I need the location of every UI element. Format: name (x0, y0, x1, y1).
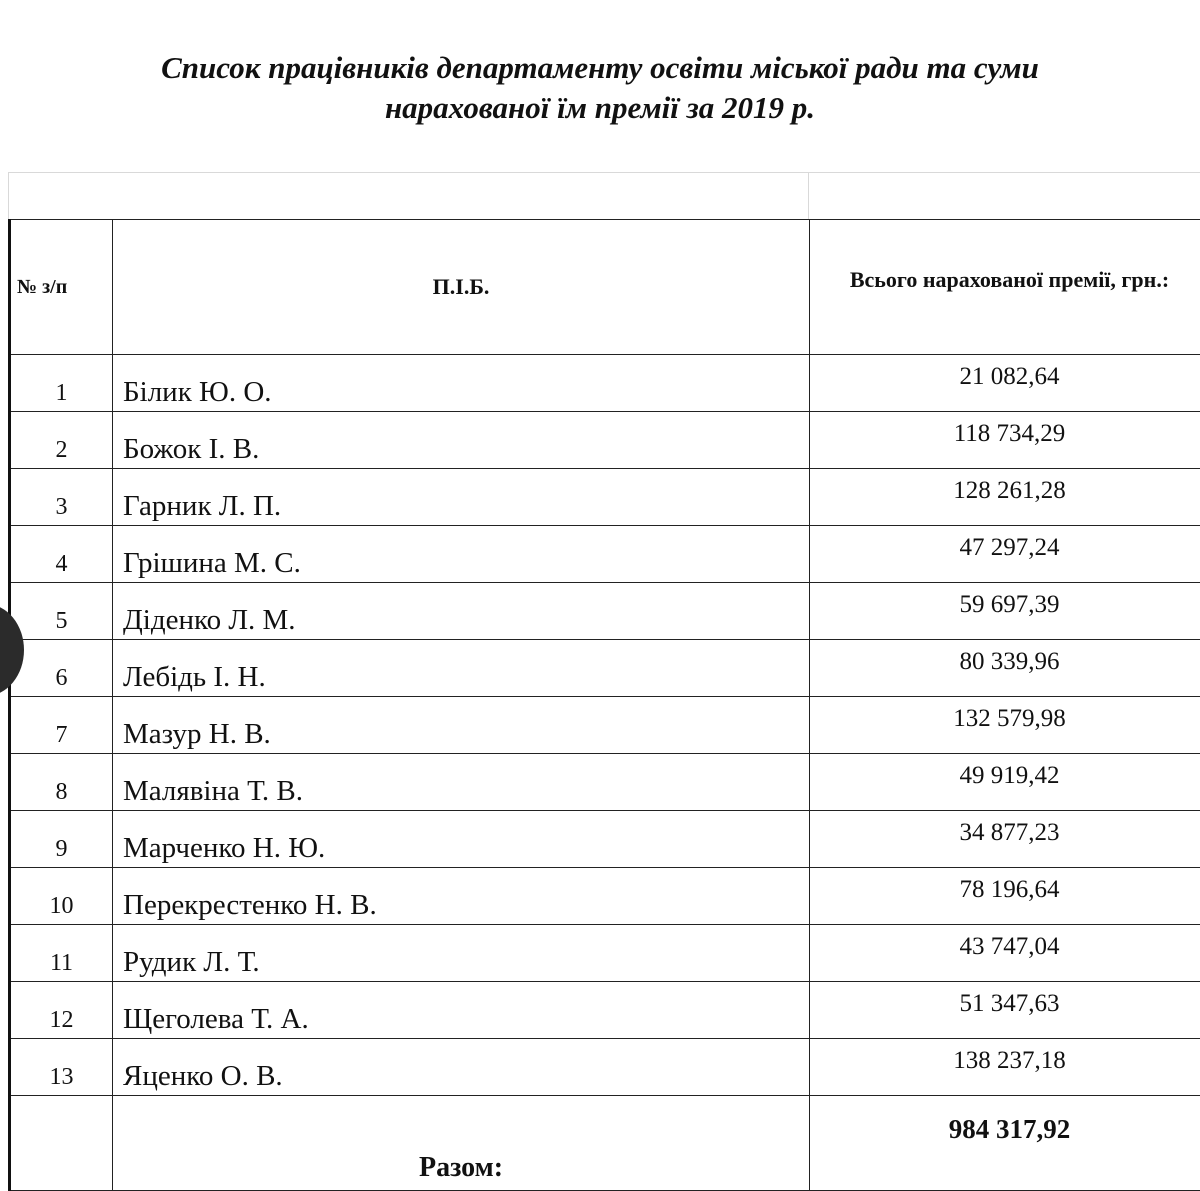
row-number: 11 (10, 925, 113, 982)
grid-divider (808, 172, 809, 220)
table-row (10, 583, 1200, 640)
table-row (10, 355, 1200, 412)
row-number: 2 (10, 412, 113, 469)
row-number: 10 (10, 868, 113, 925)
grid-divider (8, 172, 1200, 173)
row-name: Перекрестенко Н. В. (113, 868, 810, 925)
row-number: 5 (10, 583, 113, 640)
row-name: Щеголева Т. А. (113, 982, 810, 1039)
table-row (10, 982, 1200, 1039)
page-title-line-2: нарахованої їм премії за 2019 р. (60, 88, 1140, 128)
table-row (10, 640, 1200, 697)
row-name: Малявіна Т. В. (113, 754, 810, 811)
row-sum: 34 877,23 (810, 811, 1200, 868)
row-sum: 43 747,04 (810, 925, 1200, 982)
row-sum: 118 734,29 (810, 412, 1200, 469)
row-number: 9 (10, 811, 113, 868)
row-number: 1 (10, 355, 113, 412)
total-value: 984 317,92 (810, 1096, 1200, 1191)
header-number: № з/п (10, 220, 113, 355)
row-sum: 80 339,96 (810, 640, 1200, 697)
table-row (10, 526, 1200, 583)
table-row (10, 469, 1200, 526)
row-name: Білик Ю. О. (113, 355, 810, 412)
row-number: 12 (10, 982, 113, 1039)
row-sum: 138 237,18 (810, 1039, 1200, 1096)
bonus-table (8, 219, 1200, 1191)
row-sum: 59 697,39 (810, 583, 1200, 640)
table-row (10, 412, 1200, 469)
header-name: П.І.Б. (113, 220, 810, 355)
row-sum: 128 261,28 (810, 469, 1200, 526)
total-label: Разом: (113, 1096, 810, 1191)
row-name: Мазур Н. В. (113, 697, 810, 754)
row-name: Гарник Л. П. (113, 469, 810, 526)
row-name: Діденко Л. М. (113, 583, 810, 640)
row-number: 3 (10, 469, 113, 526)
total-row (10, 1096, 1200, 1191)
row-name: Божок І. В. (113, 412, 810, 469)
row-sum: 47 297,24 (810, 526, 1200, 583)
row-name: Лебідь І. Н. (113, 640, 810, 697)
table-row (10, 925, 1200, 982)
row-sum: 78 196,64 (810, 868, 1200, 925)
page-title-line-1: Список працівників департаменту освіти міської ради та суми (60, 48, 1140, 88)
table-row (10, 754, 1200, 811)
table-header-row (10, 220, 1200, 355)
row-name: Яценко О. В. (113, 1039, 810, 1096)
table-row (10, 868, 1200, 925)
row-sum: 21 082,64 (810, 355, 1200, 412)
page-title (60, 48, 1140, 128)
row-name: Марченко Н. Ю. (113, 811, 810, 868)
row-sum: 49 919,42 (810, 754, 1200, 811)
total-number-cell (10, 1096, 113, 1191)
row-number: 4 (10, 526, 113, 583)
row-sum: 51 347,63 (810, 982, 1200, 1039)
row-name: Грішина М. С. (113, 526, 810, 583)
row-number: 8 (10, 754, 113, 811)
row-number: 6 (10, 640, 113, 697)
table-row (10, 1039, 1200, 1096)
row-number: 7 (10, 697, 113, 754)
row-name: Рудик Л. Т. (113, 925, 810, 982)
table-row (10, 697, 1200, 754)
table-body (10, 355, 1200, 1096)
row-sum: 132 579,98 (810, 697, 1200, 754)
row-number: 13 (10, 1039, 113, 1096)
header-sum: Всього нарахованої премії, грн.: (810, 220, 1200, 355)
table-row (10, 811, 1200, 868)
grid-divider (8, 172, 9, 220)
